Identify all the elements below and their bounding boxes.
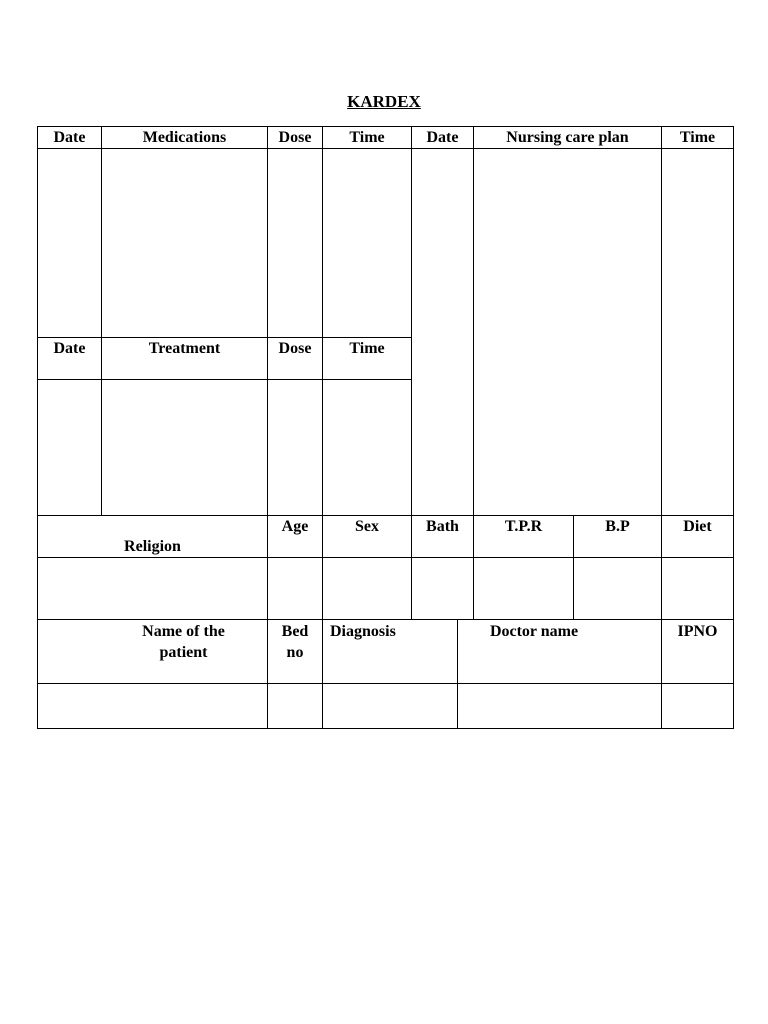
- treatment-dose-header: Dose: [278, 340, 312, 357]
- table-bottom-border: [37, 728, 734, 729]
- medications-date-header: Date: [53, 129, 86, 146]
- ipno-header: IPNO: [677, 623, 718, 640]
- treatment-time-field[interactable]: [323, 380, 411, 515]
- treatment-dose-field[interactable]: [268, 380, 322, 515]
- treatment-header: Treatment: [148, 340, 221, 357]
- medications-header: Medications: [142, 129, 227, 146]
- nursing-care-plan-header: Nursing care plan: [506, 129, 629, 146]
- sex-header: Sex: [355, 518, 379, 535]
- nursing-time-field[interactable]: [662, 149, 733, 515]
- nursing-care-plan-field[interactable]: [474, 149, 661, 515]
- bath-header: Bath: [426, 518, 459, 535]
- medications-field[interactable]: [102, 149, 267, 337]
- diagnosis-field[interactable]: [323, 684, 457, 728]
- age-header: Age: [281, 518, 309, 535]
- medications-time-header: Time: [349, 129, 385, 146]
- bed-no-header: [268, 621, 322, 663]
- sex-field[interactable]: [323, 558, 411, 619]
- tpr-header: T.P.R: [504, 518, 543, 535]
- form-title: KARDEX: [347, 92, 421, 111]
- patient-header-top: [37, 619, 734, 620]
- patient-name-header-line1: Name of the: [142, 623, 225, 640]
- bp-header: B.P: [605, 518, 630, 535]
- doctor-name-field[interactable]: [458, 684, 661, 728]
- nursing-date-header: Date: [426, 129, 459, 146]
- bed-no-header-line1: Bed: [281, 623, 309, 640]
- religion-field[interactable]: [38, 558, 267, 619]
- religion-header: Religion: [124, 538, 181, 555]
- medications-dose-header: Dose: [278, 129, 312, 146]
- doctor-name-header: Doctor name: [489, 623, 579, 640]
- patient-name-field[interactable]: [38, 684, 267, 728]
- medications-dose-field[interactable]: [268, 149, 322, 337]
- treatment-date-field[interactable]: [38, 380, 101, 515]
- tpr-field[interactable]: [474, 558, 573, 619]
- treatment-field[interactable]: [102, 380, 267, 515]
- diagnosis-header: Diagnosis: [330, 623, 396, 640]
- medications-date-field[interactable]: [38, 149, 101, 337]
- ipno-field[interactable]: [662, 684, 733, 728]
- bed-no-field[interactable]: [268, 684, 322, 728]
- patient-name-header-line2: patient: [159, 644, 208, 661]
- bath-field[interactable]: [412, 558, 473, 619]
- diet-field[interactable]: [662, 558, 733, 619]
- treatment-time-header: Time: [349, 340, 385, 357]
- medications-time-field[interactable]: [323, 149, 411, 337]
- bed-no-header-line2: no: [286, 644, 304, 661]
- age-field[interactable]: [268, 558, 322, 619]
- diet-header: Diet: [683, 518, 712, 535]
- bp-field[interactable]: [574, 558, 661, 619]
- nursing-time-header: Time: [679, 129, 716, 146]
- nursing-date-field[interactable]: [412, 149, 473, 515]
- table-right-border: [733, 126, 734, 729]
- treatment-date-header: Date: [53, 340, 86, 357]
